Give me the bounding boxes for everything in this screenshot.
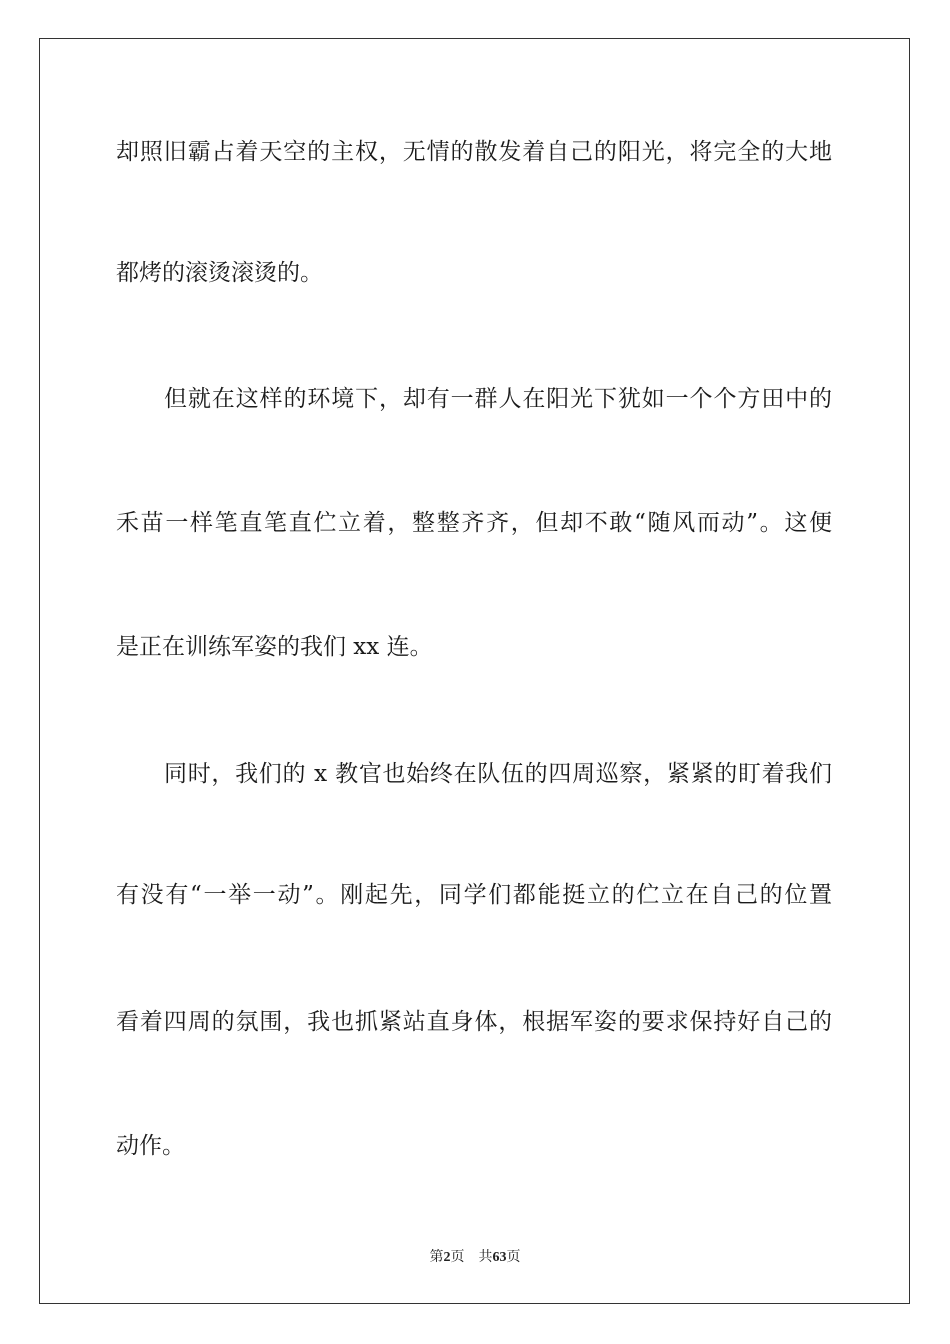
text-line-7: 有没有“一举一动”。刚起先，同学们都能挺立的伫立在自己的位置 <box>116 882 832 908</box>
footer-page-prefix: 第 <box>429 1249 444 1265</box>
footer-total-prefix: 共 <box>478 1249 493 1265</box>
text-line-1: 却照旧霸占着天空的主权，无情的散发着自己的阳光，将完全的大地 <box>116 139 832 165</box>
text-line-2: 都烤的滚烫滚烫的。 <box>116 260 323 286</box>
text-line-8: 看着四周的氛围，我也抓紧站直身体，根据军姿的要求保持好自己的 <box>116 1009 832 1035</box>
text-line-5: 是正在训练军姿的我们 xx 连。 <box>116 634 433 660</box>
text-line-4: 禾苗一样笔直笔直伫立着，整整齐齐，但却不敢“随风而动”。这便 <box>116 510 832 536</box>
page-footer <box>0 1247 950 1268</box>
footer-page-number: 2 <box>443 1250 451 1265</box>
footer-total-unit: 页 <box>506 1249 521 1265</box>
text-line-9: 动作。 <box>116 1133 185 1159</box>
footer-page-unit: 页 <box>450 1249 465 1265</box>
text-line-6: 同时，我们的 x 教官也始终在队伍的四周巡察，紧紧的盯着我们 <box>164 761 832 787</box>
page-frame <box>39 38 910 1304</box>
text-line-3: 但就在这样的环境下，却有一群人在阳光下犹如一个个方田中的 <box>164 386 832 412</box>
footer-total-pages: 63 <box>492 1250 507 1265</box>
